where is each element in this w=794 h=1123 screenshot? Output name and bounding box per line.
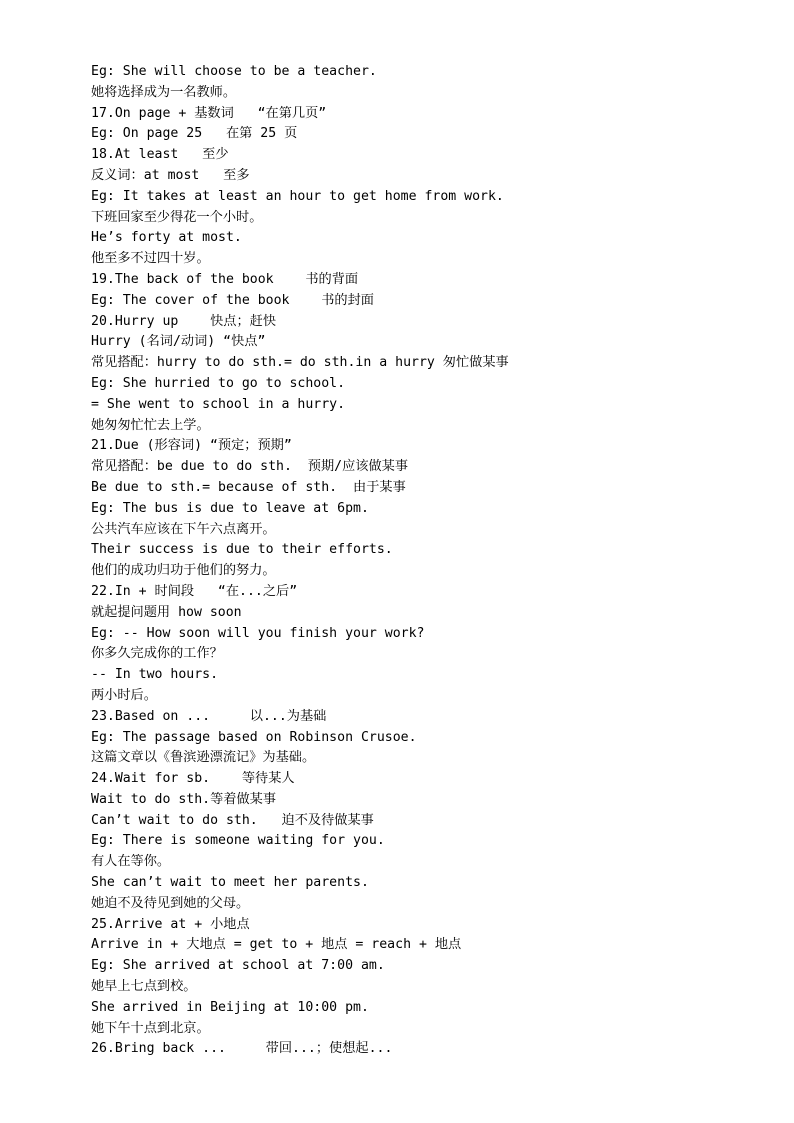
text-line: 她匆匆忙忙去上学。 [91, 417, 210, 433]
text-line: Their success is due to their efforts. [91, 542, 393, 558]
text-line: She can’t wait to meet her parents. [91, 875, 369, 891]
text-line: Eg: It takes at least an hour to get home from work. [91, 188, 504, 204]
text-line: 她下午十点到北京。 [91, 1020, 210, 1036]
text-line: 他至多不过四十岁。 [91, 251, 210, 267]
text-line: Eg: -- How soon will you finish your work? [91, 625, 425, 641]
document-page [91, 62, 771, 1060]
text-line: -- In two hours. [91, 667, 219, 683]
text-line: 19.The back of the book 书的背面 [91, 271, 359, 287]
text-line: 18.At least 至少 [91, 147, 229, 163]
text-line: 25.Arrive at + 小地点 [91, 916, 250, 932]
text-line: 常见搭配：be due to do sth. 预期/应该做某事 [91, 459, 409, 475]
text-line: = She went to school in a hurry. [91, 396, 346, 412]
text-line: 你多久完成你的工作？ [91, 646, 223, 662]
text-line: 公共汽车应该在下午六点离开。 [91, 521, 276, 537]
text-line: 常见搭配：hurry to do sth.= do sth.in a hurry 匆忙做某事 [91, 355, 509, 371]
text-line: Arrive in + 大地点 = get to + 地点 = reach + 地点 [91, 937, 462, 953]
text-line: Be due to sth.= because of sth. 由于某事 [91, 479, 406, 495]
text-line: Eg: The cover of the book 书的封面 [91, 292, 374, 308]
text-line: Eg: The passage based on Robinson Crusoe. [91, 729, 417, 745]
text-line: 23.Based on ... 以...为基础 [91, 708, 327, 724]
text-line: 她早上七点到校。 [91, 979, 197, 995]
text-line: 22.In + 时间段 “在...之后” [91, 583, 298, 599]
text-line: He’s forty at most. [91, 230, 242, 246]
text-line: 两小时后。 [91, 687, 157, 703]
text-line: 24.Wait for sb. 等待某人 [91, 771, 295, 787]
text-line: Can’t wait to do sth. 迫不及待做某事 [91, 812, 374, 828]
text-line: 她将选择成为一名教师。 [91, 84, 237, 100]
text-line: 她迫不及待见到她的父母。 [91, 895, 250, 911]
text-line: 就起提问题用 how soon [91, 604, 242, 620]
text-line: 反义词：at most 至多 [91, 167, 250, 183]
text-line: Eg: She hurried to go to school. [91, 375, 346, 391]
text-line: 20.Hurry up 快点；赶快 [91, 313, 277, 329]
text-line: 17.On page + 基数词 “在第几页” [91, 105, 327, 121]
text-line: Eg: The bus is due to leave at 6pm. [91, 500, 369, 516]
text-line: She arrived in Beijing at 10:00 pm. [91, 999, 369, 1015]
text-line: 他们的成功归功于他们的努力。 [91, 563, 276, 579]
text-line: Eg: She will choose to be a teacher. [91, 64, 377, 79]
text-line: 21.Due (形容词) “预定；预期” [91, 438, 292, 454]
text-line: 下班回家至少得花一个小时。 [91, 209, 263, 225]
text-line: Eg: There is someone waiting for you. [91, 833, 385, 849]
text-line: Eg: She arrived at school at 7:00 am. [91, 958, 385, 974]
text-line: 这篇文章以《鲁滨逊漂流记》为基础。 [91, 750, 316, 766]
text-line: Eg: On page 25 在第 25 页 [91, 126, 298, 142]
text-line: Hurry (名词/动词) “快点” [91, 334, 266, 350]
text-line: Wait to do sth.等着做某事 [91, 791, 277, 807]
text-line: 有人在等你。 [91, 854, 171, 870]
text-line: 26.Bring back ... 带回...；使想起... [91, 1041, 393, 1057]
